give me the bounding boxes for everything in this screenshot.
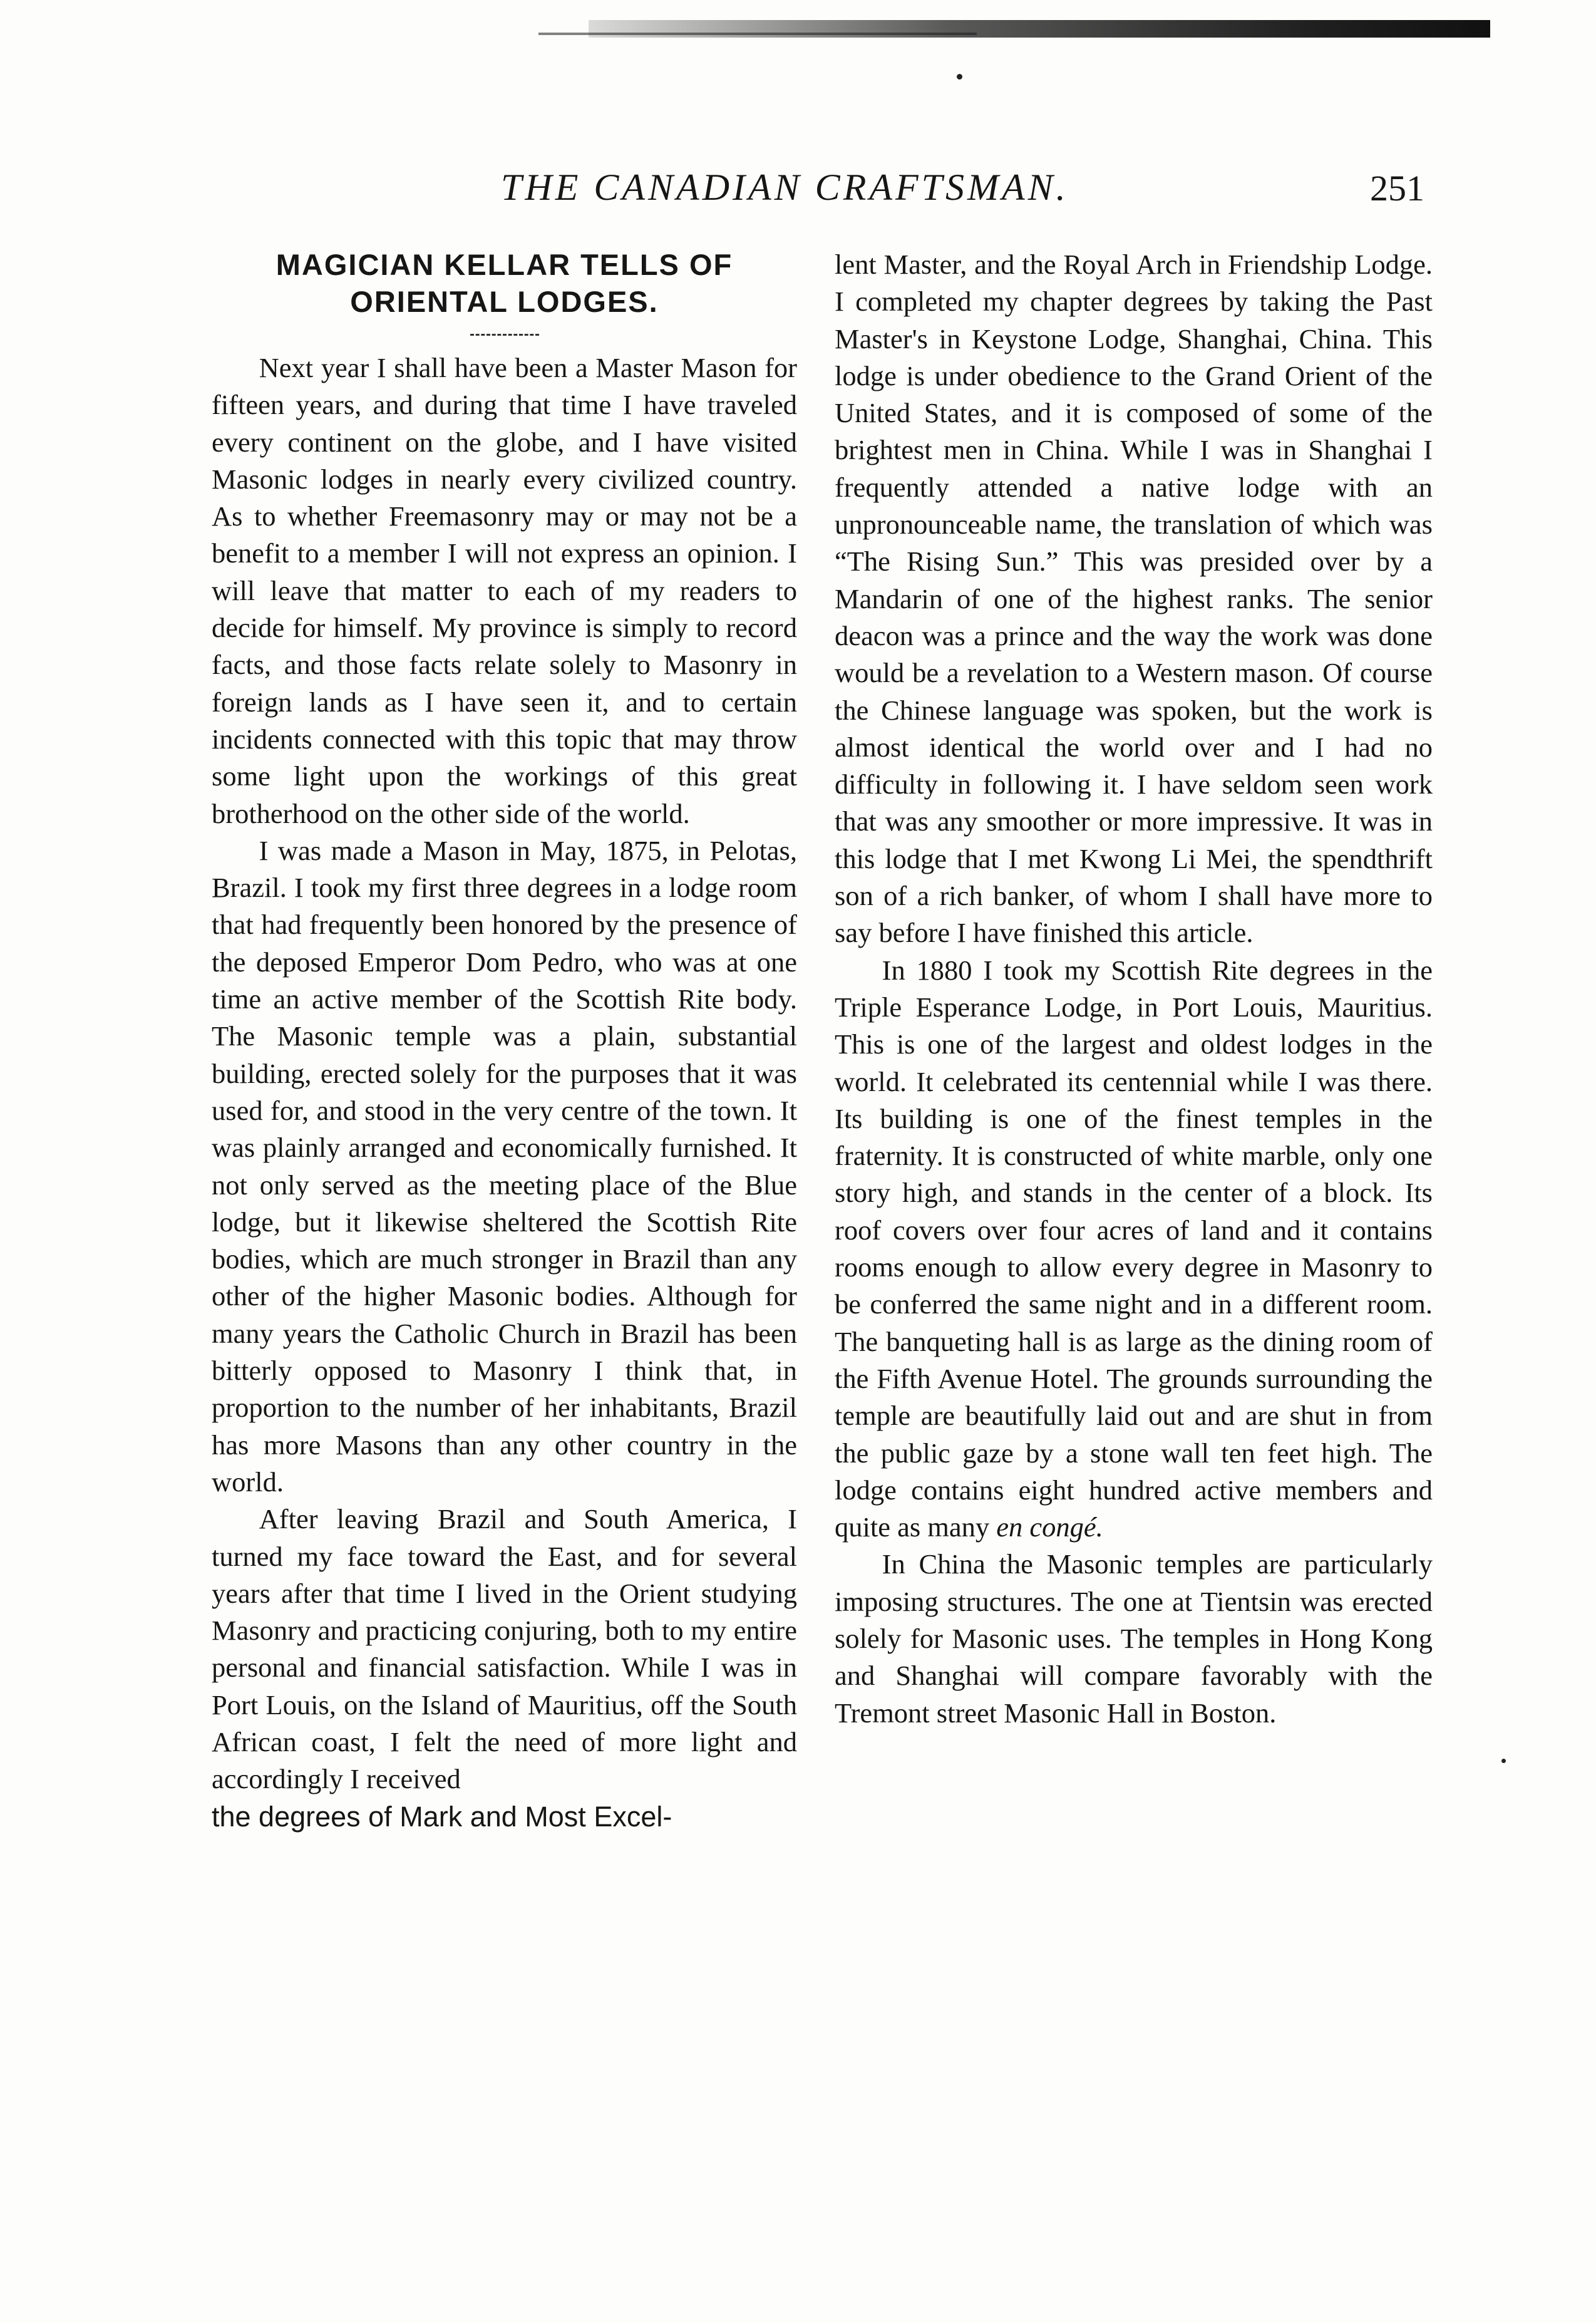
ink-speck	[957, 74, 962, 80]
paragraph	[835, 952, 1433, 1546]
italic-phrase: en congé.	[996, 1511, 1103, 1543]
paragraph: In China the Masonic temples are particularly imposing structures. The one at Tientsin was erected solely for Masonic uses. The temples in Hong Kong and Shanghai will compare favorably with the Tremont street Masonic Hall in Boston.	[835, 1548, 1433, 1729]
article-title	[212, 246, 797, 320]
page-header	[0, 166, 1596, 216]
ink-speck	[1501, 1759, 1506, 1763]
running-title: THE CANADIAN CRAFTSMAN.	[501, 167, 1069, 208]
paragraph-last-line: the degrees of Mark and Most Excel-	[212, 1800, 672, 1833]
scan-edge-line	[538, 33, 977, 35]
left-column	[212, 246, 797, 1835]
paragraph-text: In 1880 I took my Scottish Rite degrees in the Triple Esperance Lodge, in Port Louis, Mauritius. This is one of the largest and oldest lodges in the world. It celebrated its centennial while I was there. Its building is one of the finest temples in the fraternity. It is constructed of white marble, only one story high, and stands in the center of a block. Its roof covers over four acres of land and it contains rooms enough to allow every degree in Masonry to be conferred the same night and in a different room. The banqueting hall is as large as the dining room of the Fifth Avenue Hotel. The grounds surrounding the temple are beautifully laid out and are shut in from the public gaze by a stone wall ten feet high. The lodge contains eight hundred active members and quite as many	[835, 954, 1433, 1543]
paragraph-continued: lent Master, and the Royal Arch in Friendship Lodge. I completed my chapter degrees by taking the Past Master's in Keystone Lodge, Shanghai, China. This lodge is under obedience to the Grand Orient of the United States, and it is composed of some of the brightest men in China. While I was in Shanghai I frequently attended a native lodge with an unpronounceable name, the translation of which was “The Rising Sun.” This was presided over by a Mandarin of one of the highest ranks. The senior deacon was a prince and the way the work was done would be a revelation to a Western mason. Of course the Chinese language was spoken, but the work is almost identical the world over and I had no difficulty in following it. I have seldom seen work that was any smoother or more impressive. It was in this lodge that I met Kwong Li Mei, the spendthrift son of a rich banker, of whom I shall have more to say before I have finished this article.	[835, 249, 1433, 949]
article-title-line-1: MAGICIAN KELLAR TELLS OF	[275, 248, 733, 281]
paragraph: Next year I shall have been a Master Mason for fifteen years, and during that time I have traveled every continent on the globe, and I have visited Masonic lodges in nearly every civilized country. As to whether Freemasonry may or may not be a benefit to a member I will not express an opinion. I will leave that matter to each of my readers to decide for himself. My province is simply to record facts, and those facts relate solely to Masonry in foreign lands as I have seen it, and to certain incidents connected with this topic that may throw some light upon the workings of this great brotherhood on the other side of the world.	[212, 352, 797, 829]
right-column	[835, 246, 1433, 1732]
paragraph: After leaving Brazil and South America, I turned my face toward the East, and for several years after that time I lived in the Orient studying Masonry and practicing conjuring, both to my entire personal and financial satisfaction. While I was in Port Louis, on the Island of Mauritius, off the South African coast, I felt the need of more light and accordingly I received	[212, 1503, 797, 1795]
article-title-line-2: ORIENTAL LODGES.	[350, 285, 659, 318]
title-rule	[470, 334, 539, 336]
paragraph: I was made a Mason in May, 1875, in Pelotas, Brazil. I took my first three degrees in a lodge room that had frequently been honored by the presence of the deposed Emperor Dom Pedro, who was at one time an active member of the Scottish Rite body. The Masonic temple was a plain, substantial building, erected solely for the purposes that it was used for, and stood in the very centre of the town. It was plainly arranged and economically furnished. It not only served as the meeting place of the Blue lodge, but it likewise sheltered the Scottish Rite bodies, which are much stronger in Brazil than any other of the higher Masonic bodies. Although for many years the Catholic Church in Brazil has been bitterly opposed to Masonry I think that, in proportion to the number of her inhabitants, Brazil has more Masons than any other country in the world.	[212, 834, 797, 1498]
page-number: 251	[1370, 168, 1424, 209]
